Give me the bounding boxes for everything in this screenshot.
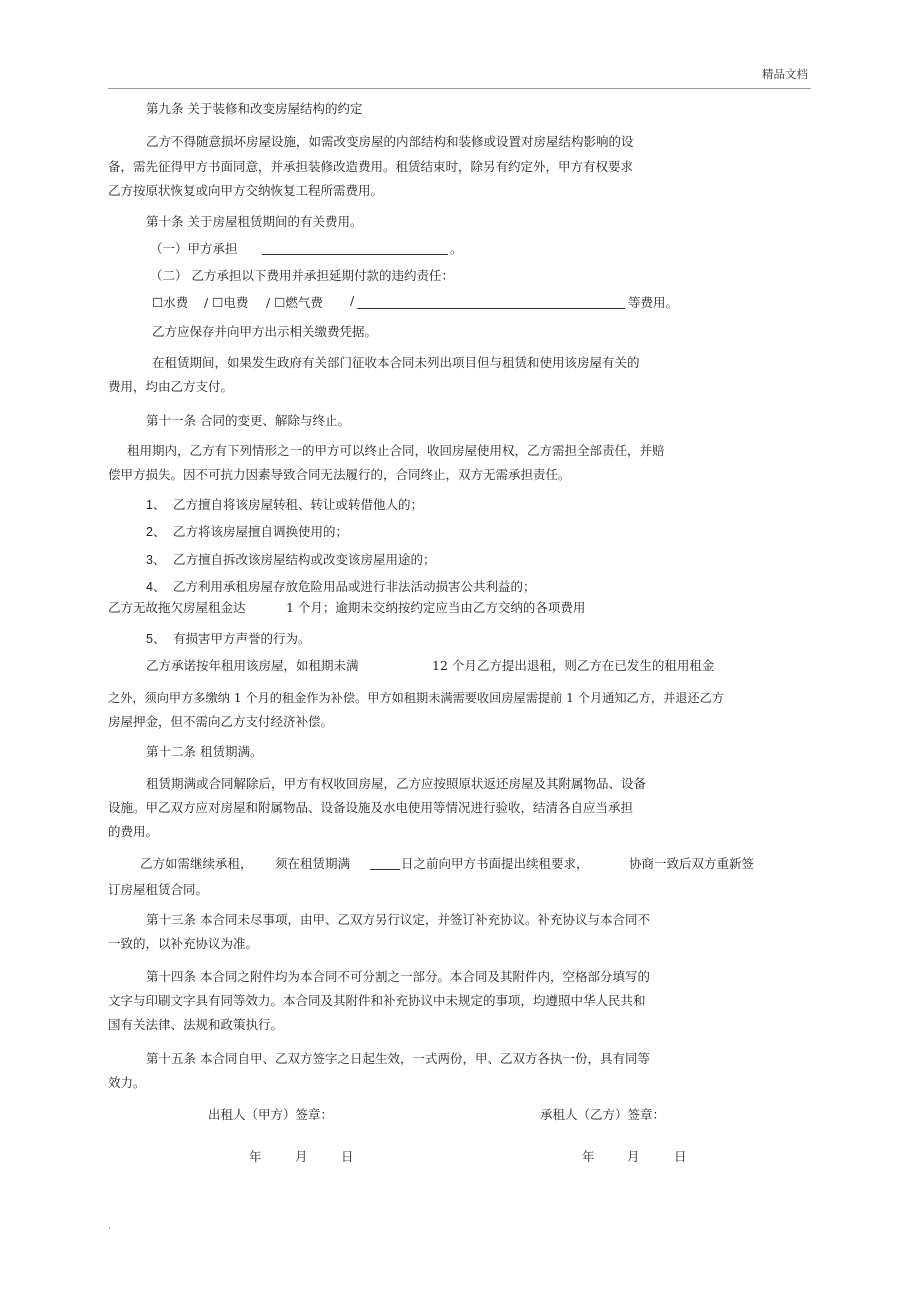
list-item-2: 乙方将该房屋擅自调换使用的； [173,524,349,539]
tenant-clause-line-2: 之外，须向甲方多缴纳 1 个月的租金作为补偿。甲方如租期未满需要收回房屋需提前 1 个月通知乙方，并退还乙方 [108,691,725,705]
fee-electricity-checkbox: / ☐电费 [204,295,249,310]
article-12-text-line-1: 租赁期满或合同解除后，甲方有权收回房屋，乙方应按照原状返还房屋及其附属物品、设备 [146,776,647,791]
list-number-5: 5、 [146,632,166,646]
article-9-text-line-1: 乙方不得随意损坏房屋设施，如需改变房屋的内部结构和装修或设置对房屋结构影响的设 [146,134,634,149]
article-9-text-line-3: 乙方按原状恢复或向甲方交纳恢复工程所需费用。 [108,183,384,198]
fee-gas-checkbox: / ☐燃气费 [266,295,323,310]
footer-dot: . [108,1222,111,1232]
renewal-days-blank [370,854,400,870]
article-10-item-2: （二） 乙方承担以下费用并承担延期付款的违约责任： [150,268,454,283]
article-13-text-line-2: 一致的，以补充协议为准。 [108,936,259,951]
list-number-1: 1、 [146,498,166,512]
article-10-gov-line-2: 费用，均由乙方支付。 [108,379,234,394]
article-14-text-line-2: 文字与印刷文字具有同等效力。本合同及其附件和补充协议中未规定的事项，均遵照中华人民共和 [108,993,646,1008]
lessee-signature-label: 承租人（乙方）签章： [540,1107,666,1122]
article-11-title: 第十一条 合同的变更、解除与终止。 [146,413,350,428]
lessor-date-month: 月 [295,1149,308,1164]
lessee-date-year: 年 [582,1149,595,1164]
tenant-clause-part-1: 乙方承诺按年租用该房屋，如租期未满 [146,658,359,673]
tenant-clause-part-2: 12 个月乙方提出退租，则乙方在已发生的租用租金 [432,658,715,673]
article-12-text-line-3: 的费用。 [108,824,159,839]
article-13-text-line-1: 第十三条 本合同未尽事项，由甲、乙双方另行议定，并签订补充协议。补充协议与本合同不 [146,912,650,927]
article-9-title: 第九条 关于装修和改变房屋结构的约定 [146,101,363,116]
article-12-text-line-2: 设施。甲乙双方应对房屋和附属物品、设备设施及水电使用等情况进行验收，结清各自应当承担 [108,800,634,815]
article-11-text-line-2: 偿甲方损失。因不可抗力因素导致合同无法履行的，合同终止，双方无需承担责任。 [108,467,571,482]
lessee-date-day: 日 [674,1149,687,1164]
tenant-clause-line-3: 房屋押金，但不需向乙方支付经济补偿。 [108,714,334,729]
article-10-item-1-label: （一）甲方承担 [150,241,238,256]
fee-other-blank [357,293,625,309]
article-14-text-line-1: 第十四条 本合同之附件均为本合同不可分割之一部分。本合同及其附件内，空格部分填写的 [146,969,650,984]
article-10-receipt: 乙方应保存并向甲方出示相关缴费凭据。 [152,324,378,339]
list-number-3: 3、 [146,553,166,567]
renewal-part-3: 日之前向甲方书面提出续租要求， [401,856,589,871]
article-10-title: 第十条 关于房屋租赁期间的有关费用。 [146,214,363,229]
renewal-line-2: 订房屋租赁合同。 [108,882,209,897]
article-9-text-line-2: 备，需先征得甲方书面同意，并承担装修改造费用。租赁结束时，除另有约定外，甲方有权要求 [108,159,634,174]
lessee-date-month: 月 [627,1149,640,1164]
article-15-text-line-2: 效力。 [108,1075,146,1090]
list-item-5: 有损害甲方声誉的行为。 [173,631,311,646]
list-item-1: 乙方擅自将该房屋转租、转让或转借他人的； [173,497,424,512]
renewal-part-1: 乙方如需继续承租， [140,856,253,871]
header-label: 精品文档 [762,67,808,81]
lessor-date-day: 日 [341,1149,354,1164]
list-item-4b-part-2: 1 个月；逾期未交纳按约定应当由乙方交纳的各项费用 [286,600,586,615]
fee-end-text: 等费用。 [628,295,679,310]
article-14-text-line-3: 国有关法律、法规和政策执行。 [108,1017,284,1032]
fee-water-checkbox: ☐水费 [152,295,189,310]
list-item-3: 乙方擅自拆改该房屋结构或改变该房屋用途的； [173,552,436,567]
lessor-signature-label: 出租人（甲方）签章： [208,1107,334,1122]
list-number-2: 2、 [146,525,166,539]
renewal-part-2: 须在租赁期满 [275,856,351,871]
header-rule [108,88,811,89]
article-12-title: 第十二条 租赁期满。 [146,744,263,759]
list-number-4: 4、 [146,580,166,594]
lessor-date-year: 年 [249,1149,262,1164]
article-11-text-line-1: 租用期内，乙方有下列情形之一的甲方可以终止合同，收回房屋使用权，乙方需担全部责任，并赔 [127,443,665,458]
list-item-4b-part-1: 乙方无故拖欠房屋租金达 [108,600,246,615]
article-10-gov-line-1: 在租赁期间，如果发生政府有关部门征收本合同未列出项目但与租赁和使用该房屋有关的 [152,355,640,370]
renewal-part-4: 协商一致后双方重新签 [629,856,755,871]
article-10-item-1-blank [262,239,448,255]
list-item-4: 乙方利用承租房屋存放危险用品或进行非法活动损害公共利益的； [173,579,536,594]
article-10-item-1-end: 。 [450,241,463,256]
article-15-text-line-1: 第十五条 本合同自甲、乙双方签字之日起生效，一式两份，甲、乙双方各执一份，具有同等 [146,1051,650,1066]
fee-other-slash: / [350,293,355,308]
